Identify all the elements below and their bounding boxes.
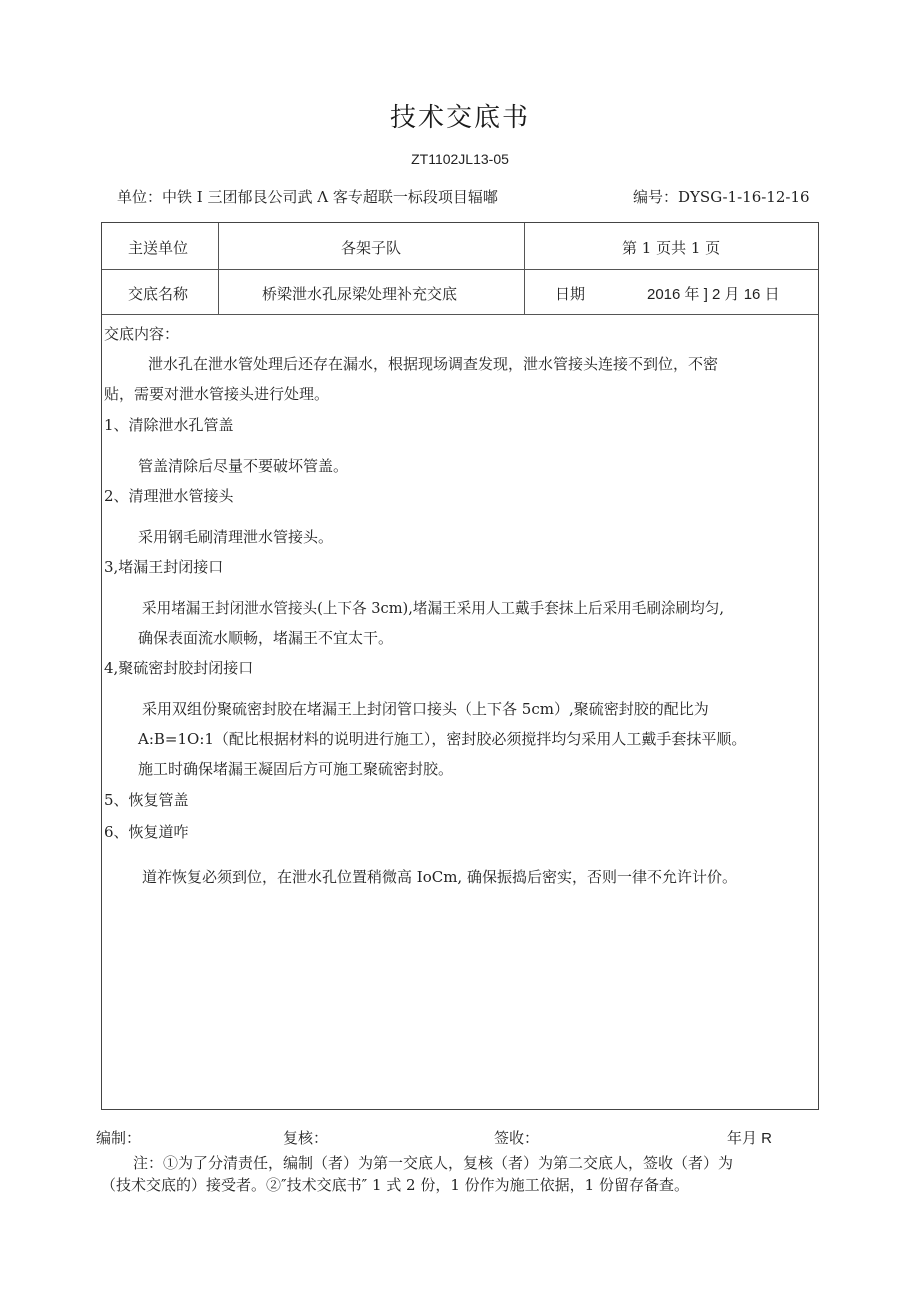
date-value: 2016 年 ] 2 月 16 日 — [647, 286, 780, 303]
document-number: 编号：DYSG-1-16-12-16 — [633, 188, 810, 206]
note-line-1: 注：①为了分清责任，编制（者）为第一交底人，复核（者）为第二交底人，签收（者）为 — [133, 1154, 734, 1172]
disclosure-table — [101, 222, 819, 1110]
document-code: ZT1102JL13-05 — [411, 151, 509, 167]
content-paragraph: 采用双组份聚硫密封胶在堵漏王上封闭管口接头（上下各 5cm）,聚硫密封胶的配比为 — [142, 700, 709, 718]
content-paragraph: A:B=1O:1（配比根据材料的说明进行施工），密封胶必须搅拌均匀采用人工戴手套抹平顺。 — [138, 730, 747, 748]
disclosure-name-label: 交底名称 — [128, 285, 189, 303]
table-column-divider — [524, 223, 525, 314]
content-paragraph: 采用钢毛刷清理泄水管接头。 — [138, 528, 334, 546]
recipient-value: 各架子队 — [341, 239, 402, 257]
content-paragraph: 管盖清除后尽量不要破坏管盖。 — [138, 457, 349, 475]
recipient-label: 主送单位 — [128, 239, 189, 257]
table-row-divider — [102, 269, 818, 270]
date-label: 日期 — [555, 285, 586, 303]
unit-line: 单位：中铁 I 三团郁艮公司武 Λ 客专超联一标段项目辐嘟 — [117, 188, 498, 206]
section-heading: 1、清除泄水孔管盖 — [104, 416, 234, 434]
section-heading: 5、恢复管盖 — [104, 791, 189, 809]
content-paragraph: 采用堵漏王封闭泄水管接头(上下各 3cm),堵漏王采用人工戴手套抹上后采用毛刷涂刷均匀, — [142, 600, 724, 617]
section-heading: 3,堵漏王封闭接口 — [104, 558, 224, 576]
signed-by-label: 签收： — [494, 1129, 540, 1147]
prepared-by-label: 编制： — [96, 1129, 142, 1147]
content-paragraph: 贴，需要对泄水管接头进行处理。 — [104, 385, 330, 403]
content-heading: 交底内容： — [104, 325, 180, 343]
note-line-2: （技术交底的）接受者。②″技术交底书″ 1 式 2 份，1 份作为施工依据，1 份留存备查。 — [101, 1176, 689, 1194]
section-heading: 4,聚硫密封胶封闭接口 — [104, 659, 254, 677]
disclosure-name-value: 桥梁泄水孔尿梁处理补充交底 — [262, 285, 458, 303]
content-paragraph: 泄水孔在泄水管处理后还存在漏水，根据现场调查发现，泄水管接头连接不到位，不密 — [148, 355, 719, 373]
content-paragraph: 施工时确保堵漏王凝固后方可施工聚硫密封胶。 — [138, 760, 454, 778]
sign-date-label: 年月 R — [727, 1130, 773, 1147]
page-count: 第 1 页共 1 页 — [622, 239, 721, 257]
content-paragraph: 道祚恢复必须到位，在泄水孔位置稍微高 IoCm, 确保振捣后密实，否则一律不允许计价。 — [142, 868, 737, 886]
section-heading: 6、恢复道咋 — [104, 823, 189, 841]
document-title: 技术交底书 — [389, 103, 530, 133]
reviewed-by-label: 复核： — [283, 1129, 329, 1147]
section-heading: 2、清理泄水管接头 — [104, 487, 234, 505]
table-column-divider — [218, 223, 219, 314]
content-paragraph: 确保表面流水顺畅，堵漏王不宜太干。 — [138, 629, 394, 647]
table-row-divider — [102, 314, 818, 315]
